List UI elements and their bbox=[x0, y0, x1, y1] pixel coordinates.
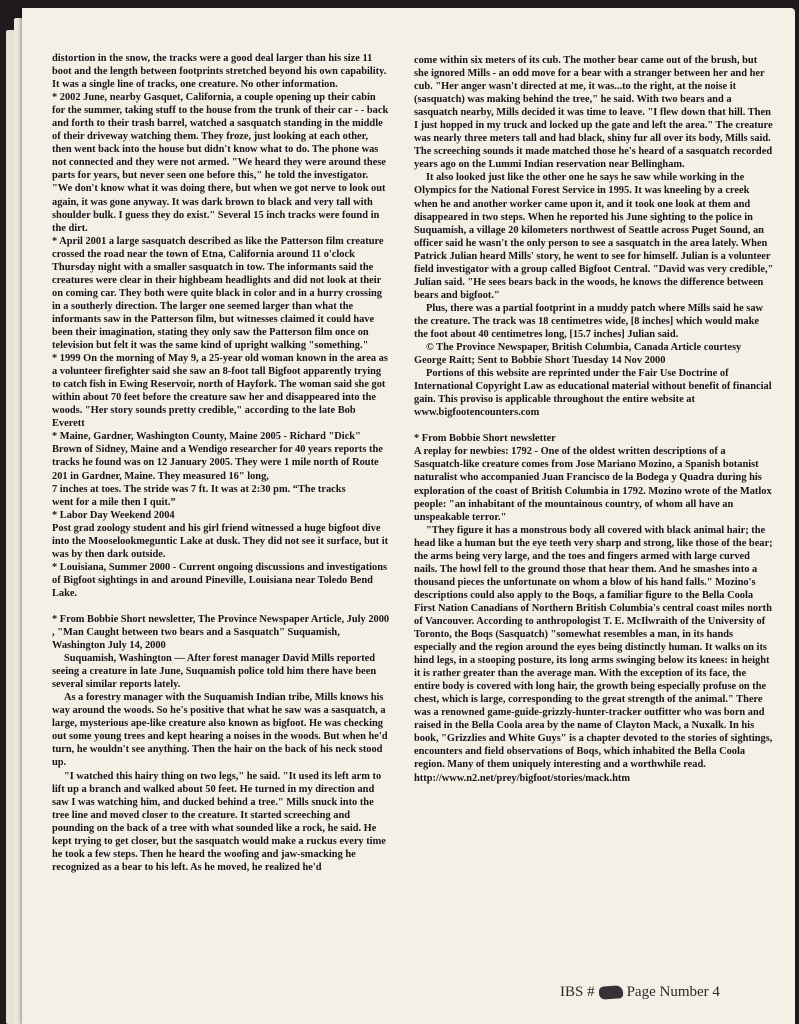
paragraph: Suquamish, Washington — After forest manager David Mills reported seeing a creature in late June, Suquamish police told him there have been several similar reports lately. bbox=[52, 653, 377, 691]
paragraph: "They figure it has a monstrous body all covered with black animal hair; the head like a human but the eye teeth very sharp and strong, like those of the bear; the arms being very large, and the toes and fingers armed with large curved nails. The howl fell to the ground those that hear them. And he smashes into a thousand pieces the unfortunate on whom a blow of his hand falls." Mozino's descriptions could also apply to the Boqs, a familiar figure to the Bella Coola First Nation Canadians of Northern British Columbia's central coast miles north of Vancouver. According to anthropologist T. E. McIlwraith of the University of Toronto, the Boqs (Sasquatch) "somewhat resembles a man, in its hands especially and the region around the eyes being distinctly human. It walks on its hind legs, in a stooping posture, its long arms swinging below its knees: in height it is rather greater than the average man. With the exception of its face, the entire body is covered with long hair, the growth being especially profuse on the chest, which is large, corresponding to the great strength of the animal." There was a renowned game-guide-grizzly-hunter-tracker outfitter who was born and raised in the Bella Coola area by the name of Clayton Mack, a Nuxalk. In his book, "Grizzlies and White Guys" is a chapter devoted to the stories of sightings, encounters and field observations of Boqs, which inhabited the Bella Coola region. Many of them uniquely interesting and a worthwhile read. http://www.n2.net/prey/bigfoot/stories/mack.htm bbox=[414, 524, 773, 784]
paragraph: come within six meters of its cub. The mother bear came out of the brush, but she ignored Mills - an odd move for a bear with a stranger between her and her cub. "Her anger wasn't directed at me, it was...to the right, at the noise it (sasquatch) was making behind the tree," he said. With two bears and a sasquatch nearby, Mills decided it was time to leave. "I flew down that hill. Then I just hopped in my truck and locked up the gate and left the area." The creature was nearly three meters tall and had black, shiny fur all over its body, Mills said. The screeching sounds it made matched those he's heard of a sasquatch recorded years ago on the Lummi Indian reservation near Bellingham. bbox=[414, 55, 773, 171]
redacted-issue-number-mark bbox=[598, 985, 623, 1000]
paragraph: * Louisiana, Summer 2000 - Current ongoing discussions and investigations of Bigfoot sightings in and around Pineville, Louisiana near Toledo Bend Lake. bbox=[52, 561, 388, 599]
page-footer bbox=[560, 980, 780, 1004]
issue-prefix: IBS # bbox=[560, 983, 595, 1000]
paragraph: Post grad zoology student and his girl friend witnessed a huge bigfoot dive into the Mooselookmeguntic Lake at dusk. They did not see it surface, but it was by then dark outside. bbox=[52, 522, 389, 560]
paragraph: * From Bobbie Short newsletter, The Province Newspaper Article, July 2000 , "Man Caught between two bears and a Sasquatch" Suquamish, Washington July 14, 2000 bbox=[52, 613, 390, 652]
paragraph: It also looked just like the other one he says he saw while working in the Olympics for the National Forest Service in 1995. It was kneeling by a creek when he and another worker came upon it, and it took one look at them and disappeared in two steps. When he reported his June sighting to the police in Suquamish, a village 20 kilometers northwest of Seattle across Puget Sound, an officer said he wasn't the only person to see a sasquatch in the area lately. When Patrick Julian heard Mills' story, he went to see for himself. Julian is a volunteer field investigator with a group called Bigfoot Central. "David was very credible," Julian said. "He sees bears back in the woods, he knows the difference between bears and bigfoot." bbox=[414, 172, 774, 301]
paragraph: * From Bobbie Short newsletter bbox=[414, 433, 556, 445]
copyright-note: © The Province Newspaper, British Columbia, Canada Article courtesy George Raitt; Sent to Bobbie Short Tuesday 14 Nov 2000 bbox=[414, 342, 742, 367]
left-column bbox=[52, 52, 390, 874]
right-column bbox=[414, 54, 774, 785]
paragraph: * 1999 On the morning of May 9, a 25-year old woman known in the area as a volunteer firefighter said she saw an 8-foot tall Bigfoot apparently trying to catch fish in Ewing Reservoir, north of Hayfork. The woman said she got within about 70 feet before the creature saw her and disappeared into the woods. "Her story sounds pretty credible," according to the late Bob Everett bbox=[52, 353, 388, 430]
paragraph: * Maine, Gardner, Washington County, Maine 2005 - Richard "Dick" Brown of Sidney, Maine and a Wendigo researcher for 40 years reports the tracks he found was on 12 January 2005. They were 1 mile north of Route 201 in Gardner, Maine. They measured 16" long, bbox=[52, 431, 383, 482]
paragraph: distortion in the snow, the tracks were a good deal larger than his size 11 boot and the length between footprints stretched beyond his own capability. It was a single line of tracks, one creature. No other information. bbox=[52, 53, 387, 91]
paragraph: * 2002 June, nearby Gasquet, California, a couple opening up their cabin for the summer, taking stuff to the house from the trunk of their car - - back and forth to their trash barrel, watched a sasquatch standing in the middle of their driveway watching them. They froze, just looking at each other, then went back into the house but didn't know what to do. The phone was not connected and they were not armed. "We heard they were around these parts for years, but never seen one before this," he told the investigator. "We don't know what it was doing there, but when we got nerve to look out again, it was gone anyway. It was dark brown to black and very tall with shoulder bulk. I guess they do exist." Several 15 inch tracks were found in the dirt. bbox=[52, 92, 389, 234]
paragraph: 7 inches at toes. The stride was 7 ft. It was at 2:30 pm. “The tracks bbox=[52, 483, 346, 495]
paragraph: * Labor Day Weekend 2004 bbox=[52, 509, 175, 521]
paragraph: As a forestry manager with the Suquamish Indian tribe, Mills knows his way around the woods. So he's positive that what he saw was a sasquatch, a large, mysterious ape-like creature also known as bigfoot. He was checking out some young trees and kept hearing a noises in the woods. But when he'd turn, he wouldn't see anything. Then the hair on the back of his neck stood up. bbox=[52, 692, 388, 769]
paragraph: Plus, there was a partial footprint in a muddy patch where Mills said he saw the creature. The track was 18 centimetres wide, [8 inches] which would make the foot about 40 centimetres long, [15.7 inches] Julian said. bbox=[414, 302, 764, 340]
page-number: Page Number 4 bbox=[626, 983, 720, 1000]
paragraph: went for a mile then I quit.” bbox=[52, 496, 176, 508]
paragraph: * April 2001 a large sasquatch described as like the Patterson film creature crossed the road near the town of Etna, California around 11 o'clock Thursday night with a smaller sasquatch in tow. The informants said the creatures were clear in their highbeam headlights and did not look at their on coming car. They both were quite black in color and in a hurry crossing in a southerly direction. The larger one seemed larger than what the informants saw in the Patterson film, but witnesses claimed it could have been their imagination, stating they only saw the Patterson film once on television but felt it was the same kind of upright walking "something." bbox=[52, 235, 384, 352]
paragraph: A replay for newbies: 1792 - One of the oldest written descriptions of a Sasquatch-like creature comes from Jose Mariano Mozino, a Spanish botanist naturalist who accompanied Juan Francisco de la Bodega y Quadra during his exploration of the coast of British Columbia in 1792. Mozino wrote of the Matlox people: "an inhabitant of the mountainous country, of whom all have an unspeakable terror." bbox=[414, 446, 772, 523]
paragraph: "I watched this hairy thing on two legs," he said. "It used its left arm to lift up a branch and walked about 50 feet. He turned in my direction and saw I was watching him, and ducked behind a tree." Mills snuck into the tree line and moved closer to the creature. It started screeching and pounding on the back of a tree with what sounded like a rock, he said. He kept trying to get closer, but the sasquatch would make a ruckus every time he took a few steps. Then he heard the woofing and jaw-smacking he recognized as a bear to his left. As he moved, he realized he'd bbox=[52, 770, 386, 873]
newsletter-page bbox=[22, 8, 795, 1024]
fair-use-note: Portions of this website are reprinted under the Fair Use Doctrine of International Copyright Law as educational material without benefit of financial gain. This proviso is applicable throughout the entire website at www.bigfootencounters.com bbox=[414, 368, 772, 419]
